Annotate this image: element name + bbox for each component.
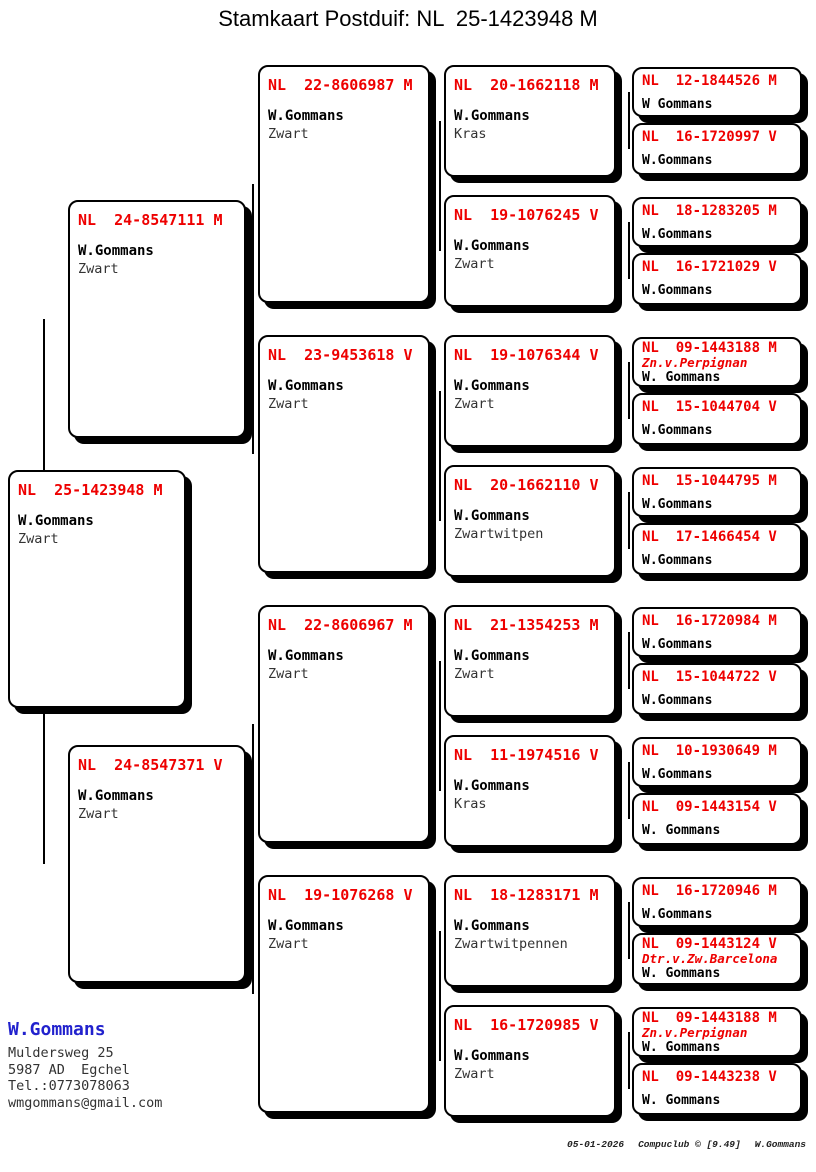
feather-color: Zwart (18, 531, 59, 547)
owner-name: W.Gommans (454, 508, 530, 524)
card-gen5-13 (632, 877, 802, 927)
ring-number: NL 23-9453618 V (268, 346, 413, 364)
connector-line (628, 492, 630, 549)
page-title: Stamkaart Postduif: NL 25-1423948 M (218, 6, 598, 31)
ring-number: NL 15-1044795 M (642, 473, 777, 489)
ring-number: NL 17-1466454 V (642, 529, 777, 545)
owner-name: W.Gommans (454, 378, 530, 394)
ring-number: NL 18-1283171 M (454, 886, 599, 904)
ring-number: NL 24-8547111 M (78, 211, 223, 229)
feather-color: Zwart (268, 396, 309, 412)
owner-name: W.Gommans (642, 497, 713, 512)
lineage-note: Zn.v.Perpignan (642, 1025, 748, 1040)
card-gen2-2 (68, 745, 246, 983)
card-gen5-14 (632, 933, 802, 985)
breeder-street: Muldersweg 25 (8, 1045, 114, 1061)
owner-name: W. Gommans (642, 1093, 721, 1108)
ring-number: NL 10-1930649 M (642, 743, 777, 759)
owner-name: W.Gommans (454, 918, 530, 934)
card-gen5-10 (632, 663, 802, 715)
card-gen5-3 (632, 197, 802, 247)
feather-color: Zwart (454, 256, 495, 272)
card-gen4-1 (444, 65, 616, 177)
owner-name: W.Gommans (642, 283, 713, 298)
ring-number: NL 09-1443188 M (642, 340, 777, 356)
card-gen5-6 (632, 393, 802, 445)
feather-color: Zwart (454, 1066, 495, 1082)
owner-name: W Gommans (642, 97, 713, 112)
feather-color: Kras (454, 126, 487, 142)
owner-name: W. Gommans (642, 1040, 721, 1055)
feather-color: Zwart (454, 396, 495, 412)
owner-name: W.Gommans (642, 423, 713, 438)
feather-color: Zwart (78, 261, 119, 277)
owner-name: W.Gommans (78, 243, 154, 259)
ring-number: NL 22-8606967 M (268, 616, 413, 634)
ring-number: NL 11-1974516 V (454, 746, 599, 764)
owner-name: W. Gommans (642, 370, 721, 385)
lineage-note: Dtr.v.Zw.Barcelona (642, 951, 778, 966)
ring-number: NL 19-1076268 V (268, 886, 413, 904)
card-gen3-4 (258, 875, 430, 1113)
owner-name: W.Gommans (78, 788, 154, 804)
card-gen5-15 (632, 1007, 802, 1057)
owner-name: W.Gommans (642, 637, 713, 652)
owner-name: W.Gommans (642, 153, 713, 168)
connector-line (628, 632, 630, 689)
ring-number: NL 16-1720984 M (642, 613, 777, 629)
card-gen1-1 (8, 470, 186, 708)
card-gen4-7 (444, 875, 616, 987)
card-gen5-7 (632, 467, 802, 517)
connector-line (252, 724, 254, 994)
ring-number: NL 15-1044704 V (642, 399, 777, 415)
feather-color: Zwart (268, 126, 309, 142)
card-gen3-3 (258, 605, 430, 843)
owner-name: W.Gommans (268, 378, 344, 394)
owner-name: W.Gommans (454, 648, 530, 664)
lineage-note: Zn.v.Perpignan (642, 355, 748, 370)
owner-name: W.Gommans (268, 918, 344, 934)
connector-line (628, 362, 630, 419)
owner-name: W.Gommans (454, 238, 530, 254)
breeder-city: 5987 AD Egchel (8, 1061, 130, 1078)
breeder-email: wmgommans@gmail.com (8, 1094, 163, 1111)
ring-number: NL 19-1076344 V (454, 346, 599, 364)
feather-color: Zwartwitpen (454, 526, 544, 542)
ring-number: NL 25-1423948 M (18, 481, 163, 499)
card-gen5-2 (632, 123, 802, 175)
footer-owner-name: W.Gommans (754, 1139, 806, 1150)
connector-line (252, 184, 254, 454)
connector-line (628, 902, 630, 959)
owner-name: W.Gommans (642, 227, 713, 242)
breeder-contact (8, 1019, 162, 1111)
card-gen5-1 (632, 67, 802, 117)
ring-number: NL 16-1720946 M (642, 883, 777, 899)
connector-line (439, 931, 441, 1061)
connector-line (628, 1032, 630, 1089)
connector-line (439, 391, 441, 521)
feather-color: Kras (454, 796, 487, 812)
owner-name: W.Gommans (454, 778, 530, 794)
owner-name: W.Gommans (642, 693, 713, 708)
print-footer (530, 1128, 806, 1161)
ring-number: NL 09-1443154 V (642, 799, 777, 815)
owner-name: W.Gommans (454, 108, 530, 124)
software-credit: Compuclub © [9.49] (638, 1139, 741, 1150)
ring-number: NL 18-1283205 M (642, 203, 777, 219)
card-gen5-9 (632, 607, 802, 657)
owner-name: W. Gommans (642, 823, 721, 838)
feather-color: Zwart (78, 806, 119, 822)
card-gen3-1 (258, 65, 430, 303)
ring-number: NL 22-8606987 M (268, 76, 413, 94)
card-gen3-2 (258, 335, 430, 573)
ring-number: NL 24-8547371 V (78, 756, 223, 774)
card-gen5-5 (632, 337, 802, 387)
print-date: 05-01-2026 (567, 1139, 625, 1150)
connector-line (439, 121, 441, 251)
ring-number: NL 09-1443238 V (642, 1069, 777, 1085)
card-gen4-5 (444, 605, 616, 717)
card-gen5-12 (632, 793, 802, 845)
breeder-name: W.Gommans (8, 1019, 106, 1040)
connector-line (628, 222, 630, 279)
ring-number: NL 16-1721029 V (642, 259, 777, 275)
card-gen5-16 (632, 1063, 802, 1115)
card-gen4-6 (444, 735, 616, 847)
card-gen4-8 (444, 1005, 616, 1117)
connector-line (439, 661, 441, 791)
card-gen5-11 (632, 737, 802, 787)
owner-name: W.Gommans (268, 108, 344, 124)
feather-color: Zwart (268, 936, 309, 952)
breeder-phone: Tel.:0773078063 (8, 1078, 130, 1094)
owner-name: W.Gommans (18, 513, 94, 529)
feather-color: Zwart (268, 666, 309, 682)
owner-name: W. Gommans (642, 966, 721, 981)
ring-number: NL 12-1844526 M (642, 73, 777, 89)
ring-number: NL 19-1076245 V (454, 206, 599, 224)
card-gen4-4 (444, 465, 616, 577)
ring-number: NL 09-1443188 M (642, 1010, 777, 1026)
feather-color: Zwartwitpennen (454, 936, 568, 952)
owner-name: W.Gommans (454, 1048, 530, 1064)
ring-number: NL 16-1720997 V (642, 129, 777, 145)
feather-color: Zwart (454, 666, 495, 682)
owner-name: W.Gommans (268, 648, 344, 664)
card-gen5-8 (632, 523, 802, 575)
owner-name: W.Gommans (642, 553, 713, 568)
card-gen5-4 (632, 253, 802, 305)
ring-number: NL 20-1662118 M (454, 76, 599, 94)
card-gen2-1 (68, 200, 246, 438)
connector-line (628, 92, 630, 149)
ring-number: NL 09-1443124 V (642, 936, 777, 952)
owner-name: W.Gommans (642, 907, 713, 922)
owner-name: W.Gommans (642, 767, 713, 782)
card-gen4-2 (444, 195, 616, 307)
card-gen4-3 (444, 335, 616, 447)
ring-number: NL 21-1354253 M (454, 616, 599, 634)
connector-line (628, 762, 630, 819)
ring-number: NL 16-1720985 V (454, 1016, 599, 1034)
ring-number: NL 20-1662110 V (454, 476, 599, 494)
ring-number: NL 15-1044722 V (642, 669, 777, 685)
